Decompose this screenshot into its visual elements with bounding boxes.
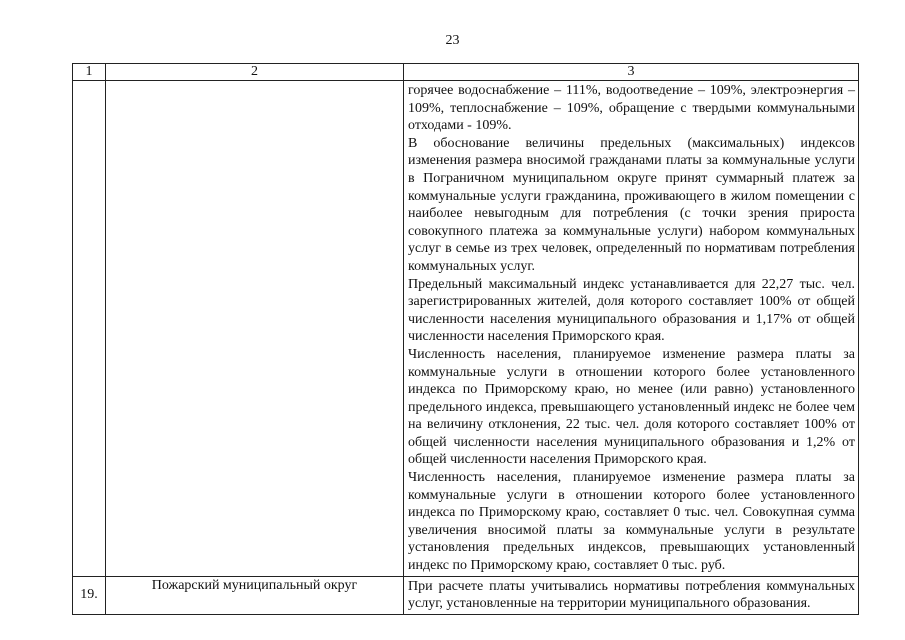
table-row-continuation: [73, 81, 859, 577]
table-row-19: [73, 576, 859, 614]
column-header-3: 3: [404, 64, 859, 81]
paragraph-max-index: Предельный максимальный индекс устанавливается для 22,27 тыс. чел. зарегистрированных жителей, доля которого составляет 100% от общей численности населения муниципального образования и 1,17% от общей численности населения Приморского края.: [408, 276, 855, 345]
header-row: [73, 64, 859, 81]
row-number-cell: 19.: [73, 576, 106, 614]
document-table: [72, 63, 859, 615]
paragraph-calculation-note: При расчете платы учитывались нормативы потребления коммунальных услуг, установленные на территории муниципального образования.: [408, 578, 855, 612]
row-number-cell: [73, 81, 106, 577]
column-header-2: 2: [106, 64, 404, 81]
paragraph-tariff-indices: горячее водоснабжение – 111%, водоотведение – 109%, электроэнергия – 109%, теплоснабжение – 109%, обращение с твердыми коммунальными отходами - 109%.: [408, 83, 855, 134]
paragraph-population-within-deviation: Численность населения, планируемое изменение размера платы за коммунальные услуги в отношении которого более установленного индекса по Приморскому краю, но менее (или равно) установленного предельного индекса, превышающего установленный индекс не более чем на величину отклонения, 22 тыс. чел. доля которого составляет 100% от общей численности населения муниципального образования и 1,2% от общей численности населения Приморского края.: [408, 346, 855, 468]
paragraph-population-above-index: Численность населения, планируемое изменение размера платы за коммунальные услуги в отношении которого более установленного индекса по Приморскому краю, составляет 0 тыс. чел. Совокупная сумма увеличения вносимой платы за коммунальные услуги в результате установления предельных индексов, превышающих установленный индекс по Приморскому краю, составляет 0 тыс. руб.: [408, 470, 855, 574]
page-number: 23: [445, 33, 460, 48]
municipality-name-cell: [106, 81, 404, 577]
municipality-name-cell: Пожарский муниципальный округ: [106, 576, 404, 614]
description-cell: [404, 81, 859, 577]
description-cell: [404, 576, 859, 614]
paragraph-justification: В обоснование величины предельных (максимальных) индексов изменения размера вносимой гражданами платы за коммунальные услуги в Пограничном муниципальном округе принят суммарный платеж за коммунальные услуги гражданина, проживающего в жилом помещении с наиболее невыгодным для потребления (с точки зрения прироста совокупного платежа за коммунальные услуги) набором коммунальных услуг в семье из трех человек, определенный по нормативам потребления коммунальных услуг.: [408, 135, 855, 274]
column-header-1: 1: [73, 64, 106, 81]
